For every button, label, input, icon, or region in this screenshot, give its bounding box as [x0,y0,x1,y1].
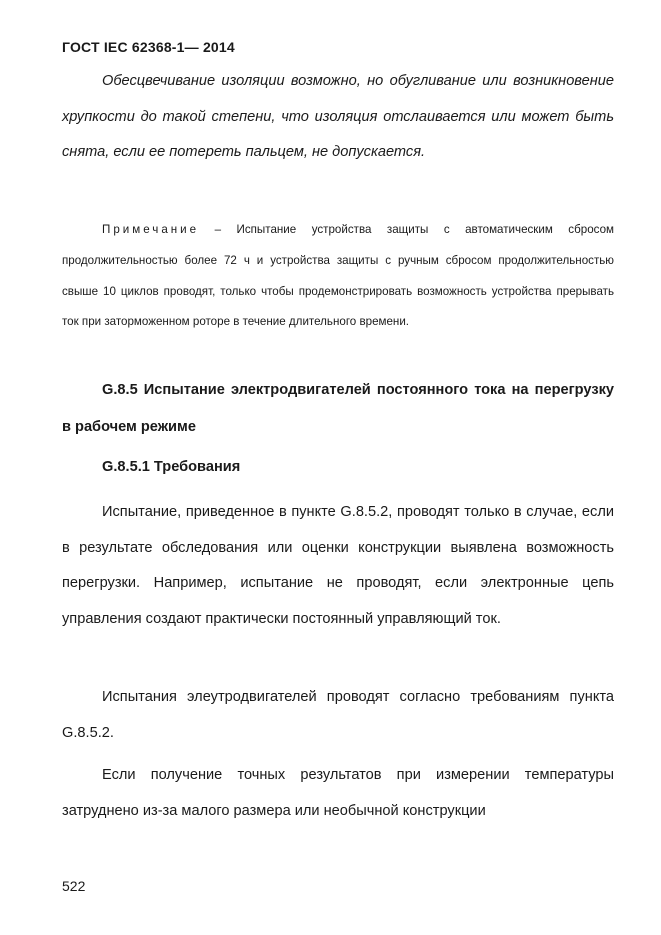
subsection-heading-block [62,459,614,475]
subsection-heading: G.8.5.1 Требования [102,459,241,475]
section-heading-block [62,372,614,446]
body-paragraph-2-block [62,680,614,751]
body-paragraph-3-block [62,758,614,829]
italic-paragraph-block [62,64,614,171]
page-number: 522 [62,878,86,894]
document-header: ГОСТ IEC 62368-1— 2014 [62,39,235,55]
note-label: Примечание [102,223,200,236]
body-paragraph-3: Если получение точных результатов при измерении температуры затруднено из-за малого размера или необычной конструкции [62,767,614,819]
note-block [62,215,614,338]
note-paragraph [62,215,614,338]
section-heading: G.8.5 Испытание электродвигателей постоянного тока на перегрузку в рабочем режиме [62,382,614,435]
italic-paragraph: Обесцвечивание изоляции возможно, но обугливание или возникновение хрупкости до такой степени, что изоляция отслаивается или может быть снята, если ее потереть пальцем, не допускается. [62,73,614,161]
note-text: – Испытание устройства защиты с автоматическим сбросом продолжительностью более 72 ч и устройства защиты с ручным сбросом продолжительностью свыше 10 циклов проводят, только чтобы продемонстрировать возможность устройства прерывать ток при заторможенном роторе в течение длительного времени. [62,223,614,329]
body-paragraph-1-block [62,495,614,637]
body-paragraph-1: Испытание, приведенное в пункте G.8.5.2, проводят только в случае, если в результате обследования или оценки конструкции выявлена возможность перегрузки. Например, испытание не проводят, если электронные цепь управления создают практически постоянный управляющий ток. [62,504,614,627]
body-paragraph-2: Испытания элеутродвигателей проводят согласно требованиям пункта G.8.5.2. [62,689,614,741]
